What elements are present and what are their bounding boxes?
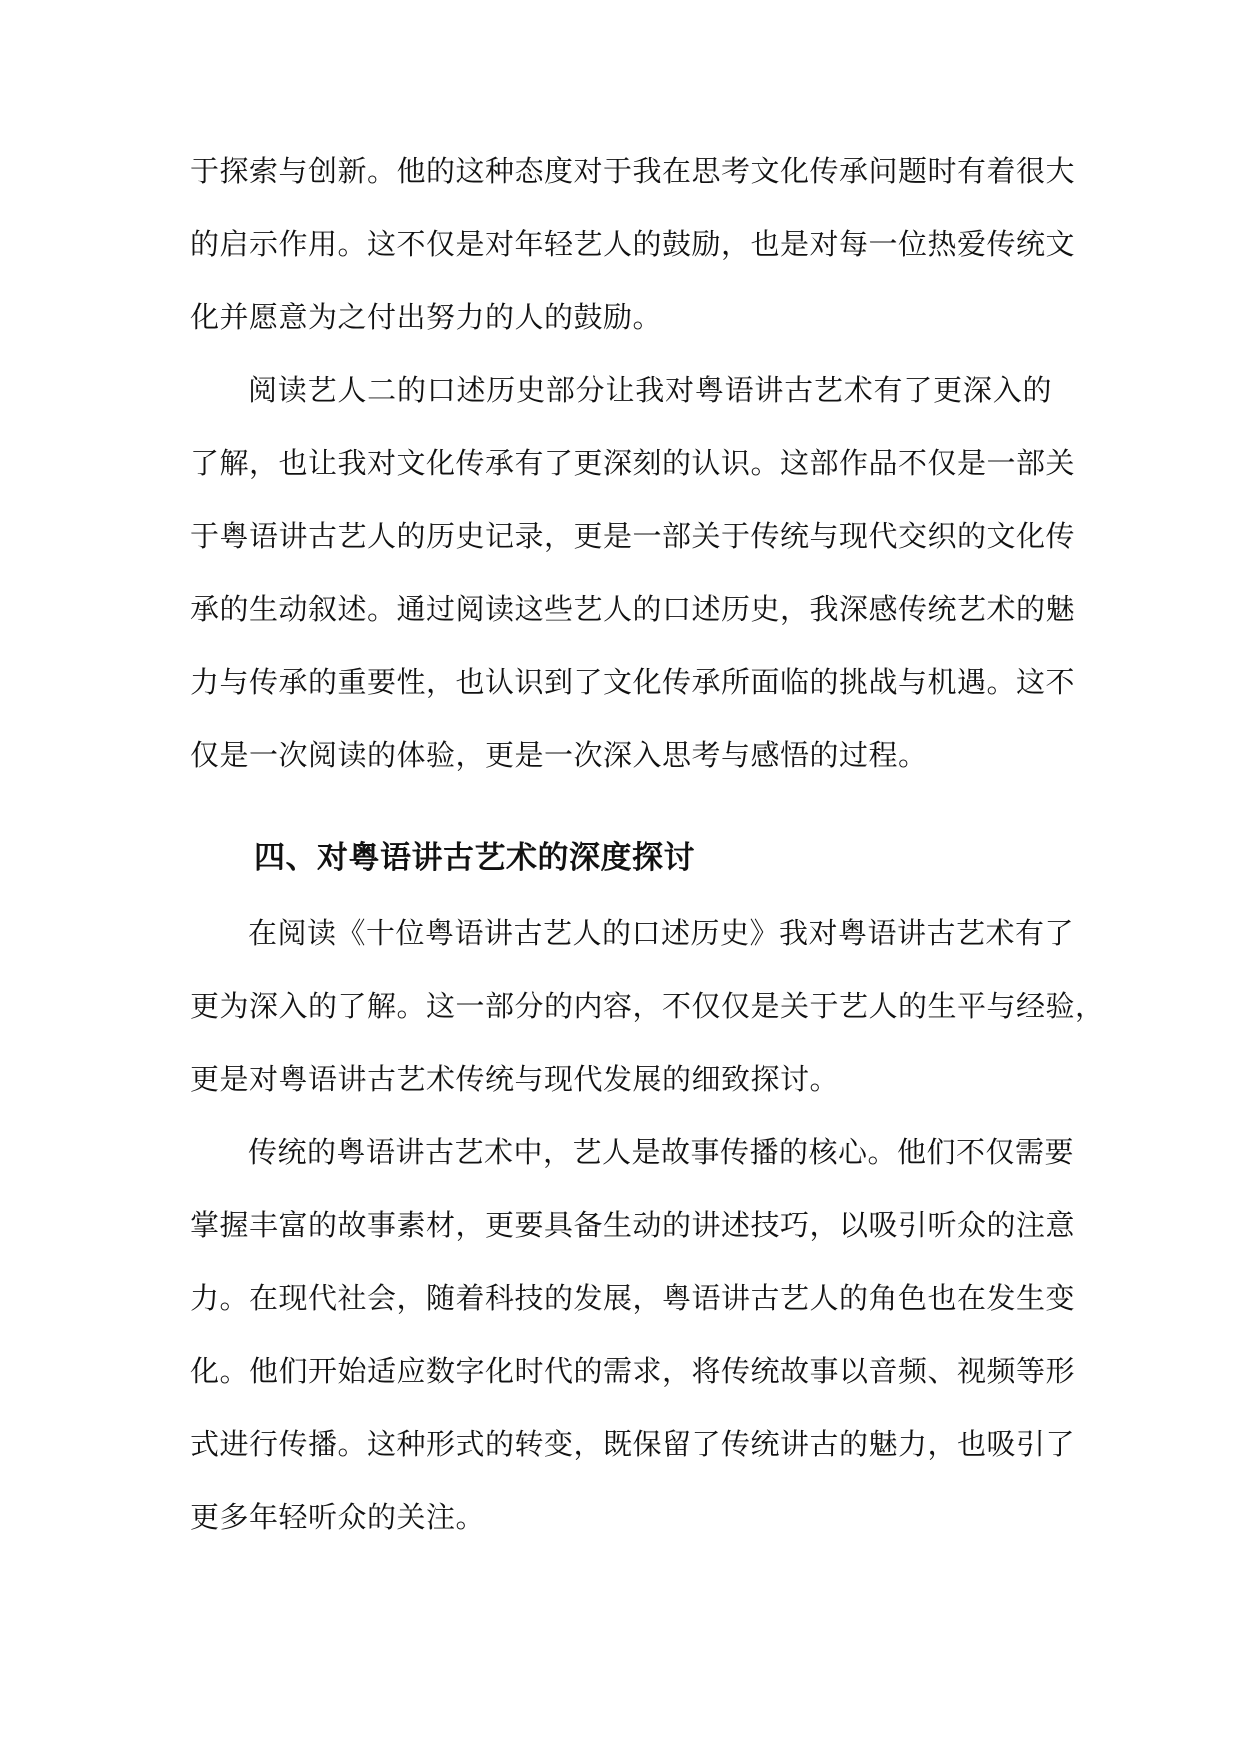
section-heading: 四、对粤语讲古艺术的深度探讨 [254, 840, 695, 876]
text-line: 化。他们开始适应数字化时代的需求，将传统故事以音频、视频等形 [190, 1354, 1076, 1388]
text-line: 了解，也让我对文化传承有了更深刻的认识。这部作品不仅是一部关 [190, 446, 1076, 480]
paragraph-2 [190, 354, 1076, 792]
paragraph-3 [190, 897, 1105, 1116]
text-line: 更是对粤语讲古艺术传统与现代发展的细致探讨。 [190, 1062, 840, 1096]
text-line: 传统的粤语讲古艺术中，艺人是故事传播的核心。他们不仅需要 [248, 1135, 1075, 1169]
text-line: 式进行传播。这种形式的转变，既保留了传统讲古的魅力，也吸引了 [190, 1427, 1076, 1461]
paragraph-1 [190, 135, 1076, 354]
text-line: 化并愿意为之付出努力的人的鼓励。 [190, 300, 663, 334]
text-line: 力。在现代社会，随着科技的发展，粤语讲古艺人的角色也在发生变 [190, 1281, 1076, 1315]
text-line: 于粤语讲古艺人的历史记录，更是一部关于传统与现代交织的文化传 [190, 519, 1076, 553]
text-line: 力与传承的重要性，也认识到了文化传承所面临的挑战与机遇。这不 [190, 665, 1076, 699]
text-line: 的启示作用。这不仅是对年轻艺人的鼓励，也是对每一位热爱传统文 [190, 227, 1076, 261]
text-line: 仅是一次阅读的体验，更是一次深入思考与感悟的过程。 [190, 738, 928, 772]
spacer [190, 792, 1052, 822]
text-line: 阅读艺人二的口述历史部分让我对粤语讲古艺术有了更深入的 [248, 373, 1052, 407]
text-line: 于探索与创新。他的这种态度对于我在思考文化传承问题时有着很大 [190, 154, 1076, 188]
paragraph-4 [190, 1116, 1076, 1554]
document-page [190, 135, 1105, 1554]
text-line: 掌握丰富的故事素材，更要具备生动的讲述技巧，以吸引听众的注意 [190, 1208, 1076, 1242]
text-line: 更为深入的了解。这一部分的内容，不仅仅是关于艺人的生平与经验， [190, 989, 1105, 1023]
text-line: 更多年轻听众的关注。 [190, 1500, 486, 1534]
text-line: 在阅读《十位粤语讲古艺人的口述历史》我对粤语讲古艺术有了 [248, 916, 1075, 950]
text-line: 承的生动叙述。通过阅读这些艺人的口述历史，我深感传统艺术的魅 [190, 592, 1076, 626]
